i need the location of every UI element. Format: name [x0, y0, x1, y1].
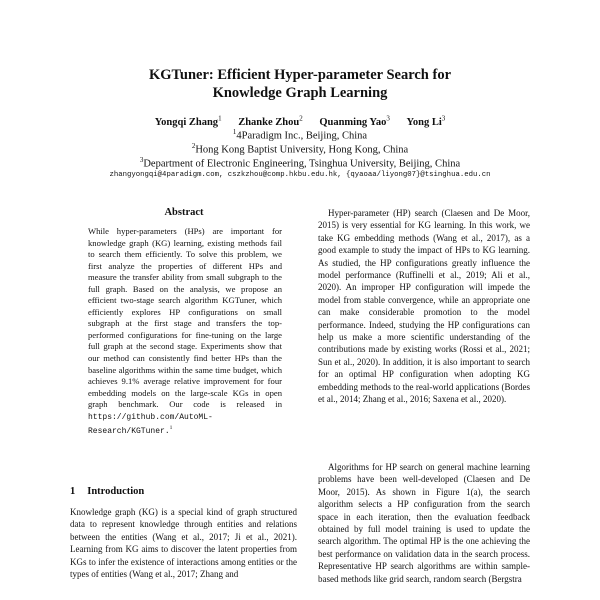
abstract-heading: Abstract: [164, 207, 204, 218]
introduction-text: Knowledge graph (KG) is a special kind of graph structured data to represent knowledge through entities and relations between the entities (Wang et al., 2017; Ji et al., 2021). Learning from KG aims to discover the latent properties from KGs to infer the existence of interactions among entities or the types of entities (Wang et al., 2017; Zhang and: [70, 507, 297, 580]
affiliation: $^1$4Paradigm Inc., Beijing, China: [232, 128, 368, 142]
right-column-paragraph: Algorithms for HP search on general machine learning problems have been well-developed (Claesen and De Moor, 2015). As shown in Figure 1(a), the search algorithm selects a HP configuration from the search space in each iteration, then the evaluation feedback obtained by full model training is used to update the search algorithm. The optimal HP is the one achieving the best performance on validation data in the search process. Representative HP search algorithms are within sample-based methods like grid search, random search (Bergstra: [318, 462, 530, 584]
code-link[interactable]: https://github.com/AutoML-Research/KGTuner.: [88, 412, 213, 437]
author: Quanming Yao$^3$: [319, 114, 390, 128]
section-title: Introduction: [87, 486, 145, 497]
affiliation: $^2$Hong Kong Baptist University, Hong Kong, China: [191, 142, 409, 156]
title-line-2: Knowledge Graph Learning: [212, 85, 388, 101]
section-number: 1: [70, 486, 76, 497]
author: Yong Li$^3$: [406, 114, 446, 128]
section-heading: [70, 486, 310, 497]
affiliation: $^3$Department of Electronic Engineering, Tsinghua University, Beijing, China: [139, 156, 461, 170]
title-line-1: KGTuner: Efficient Hyper-parameter Search for: [148, 67, 452, 83]
abstract-body: [88, 226, 282, 438]
author: Yongqi Zhang$^1$: [154, 114, 222, 128]
author: Zhanke Zhou$^2$: [238, 114, 303, 128]
paper-title: [60, 66, 540, 102]
author-emails: zhangyongqi@4paradigm.com, cszkzhou@comp.hkbu.edu.hk, {qyaoaa/liyong07}@tsinghua.edu.cn: [109, 171, 491, 179]
right-column-paragraph: Hyper-parameter (HP) search (Claesen and De Moor, 2015) is very essential for KG learning. In this work, we take KG embedding methods (Wang et al., 2017), as a good example to study the impact of HPs to KG learning. As studied, the HP configurations greatly influence the model performance (Ruffinelli et al., 2019; Ali et al., 2020). An improper HP configuration will impede the model from stable convergence, while an appropriate one can make considerable promotion to the model performance. Indeed, studying the HP configurations can help us make a more scientific understanding of the contributions made by existing works (Rossi et al., 2021; Sun et al., 2020). In addition, it is also important to search for an optimal HP configuration when adopting KG embedding methods to the real-world applications (Bordes et al., 2014; Zhang et al., 2016; Saxena et al., 2020).: [318, 208, 530, 405]
footnote-mark: 1: [169, 425, 173, 432]
abstract-text: While hyper-parameters (HPs) are important for knowledge graph (KG) learning, existing methods fail to search them efficiently. To solve this problem, we first analyze the properties of different HPs and measure the transfer ability from small subgraph to the full graph. Based on the analysis, we propose an efficient two-stage search algorithm KGTuner, which efficiently explores HP configurations on small subgraph at the first stage and transfers the top-performed configurations for fine-tuning on the large full graph at the second stage. Experiments show that our method can consistently find better HPs than the baseline algorithms within the same time budget, which achieves 9.1% average relative improvement for four embedding models on the large-scale KGs in open graph benchmark. Our code is released in: [88, 226, 282, 410]
